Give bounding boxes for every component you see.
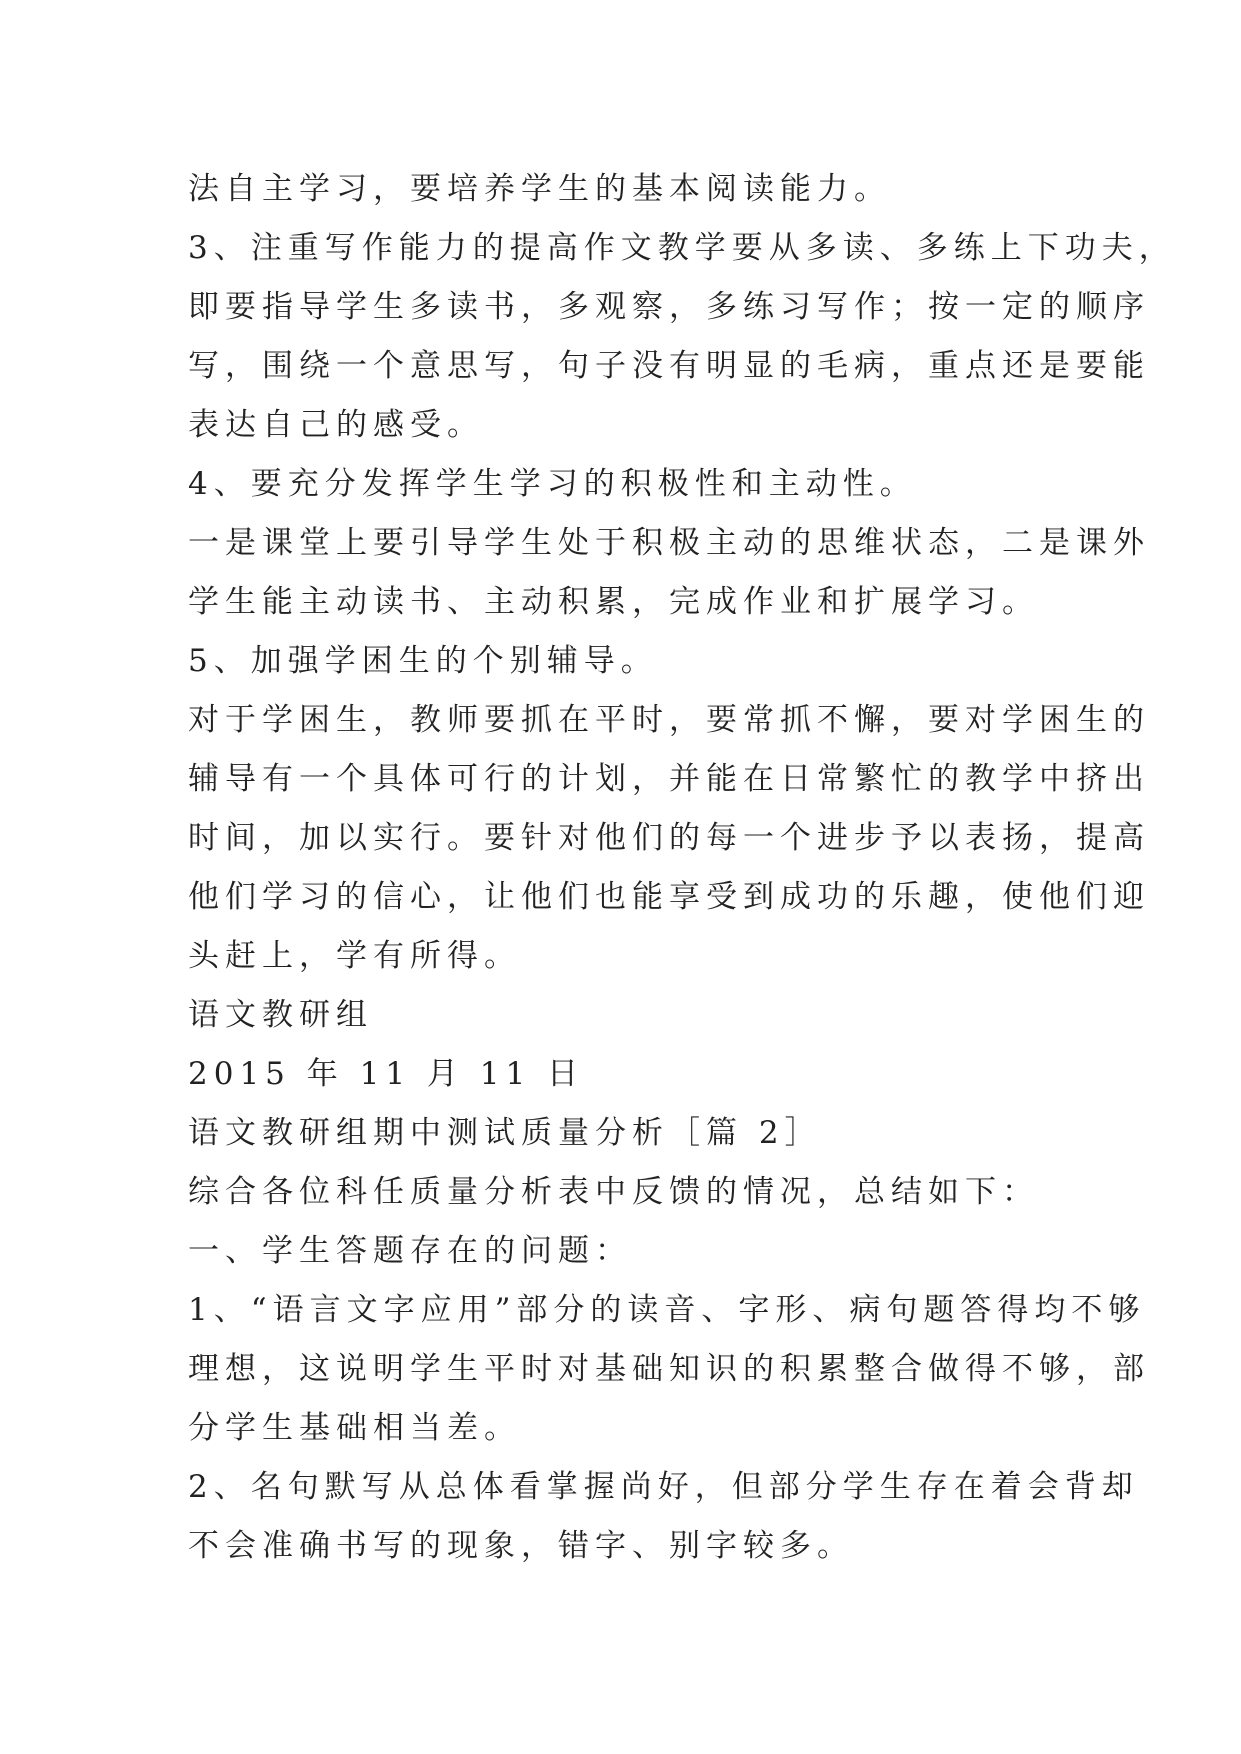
- text-line: 头赶上，学有所得。: [188, 938, 521, 974]
- text-line: 理想，这说明学生平时对基础知识的积累整合做得不够，部: [188, 1351, 1150, 1387]
- text-line: 即要指导学生多读书，多观察，多练习写作；按一定的顺序: [188, 289, 1150, 325]
- text-line: 法自主学习，要培养学生的基本阅读能力。: [188, 171, 891, 207]
- text-line: 写，围绕一个意思写，句子没有明显的毛病，重点还是要能: [188, 348, 1150, 384]
- text-line: 1、“语言文字应用”部分的读音、字形、病句题答得均不够: [188, 1292, 1146, 1328]
- text-line: 一是课堂上要引导学生处于积极主动的思维状态，二是课外: [188, 525, 1150, 561]
- text-line: 表达自己的感受。: [188, 407, 484, 443]
- section-heading: 一、学生答题存在的问题：: [188, 1233, 632, 1269]
- text-line: 他们学习的信心，让他们也能享受到成功的乐趣，使他们迎: [188, 879, 1150, 915]
- text-line: 分学生基础相当差。: [188, 1410, 521, 1446]
- signature-group: 语文教研组: [188, 997, 373, 1033]
- text-line: 5、加强学困生的个别辅导。: [188, 643, 658, 679]
- text-line: 综合各位科任质量分析表中反馈的情况，总结如下：: [188, 1174, 1039, 1210]
- text-line: 2、名句默写从总体看掌握尚好，但部分学生存在着会背却: [188, 1469, 1139, 1505]
- text-line: 对于学困生，教师要抓在平时，要常抓不懈，要对学困生的: [188, 702, 1150, 738]
- text-line: 不会准确书写的现象，错字、别字较多。: [188, 1528, 854, 1564]
- text-line: 学生能主动读书、主动积累，完成作业和扩展学习。: [188, 584, 1039, 620]
- text-line: 辅导有一个具体可行的计划，并能在日常繁忙的教学中挤出: [188, 761, 1150, 797]
- text-line: 3、注重写作能力的提高作文教学要从多读、多练上下功夫，: [188, 230, 1176, 266]
- text-line: 时间，加以实行。要针对他们的每一个进步予以表扬，提高: [188, 820, 1150, 856]
- text-line: 4、要充分发挥学生学习的积极性和主动性。: [188, 466, 917, 502]
- document-body: [188, 160, 1176, 1576]
- section-title: 语文教研组期中测试质量分析［篇 2］: [188, 1115, 822, 1151]
- signature-date: 2015 年 11 月 11 日: [188, 1056, 585, 1092]
